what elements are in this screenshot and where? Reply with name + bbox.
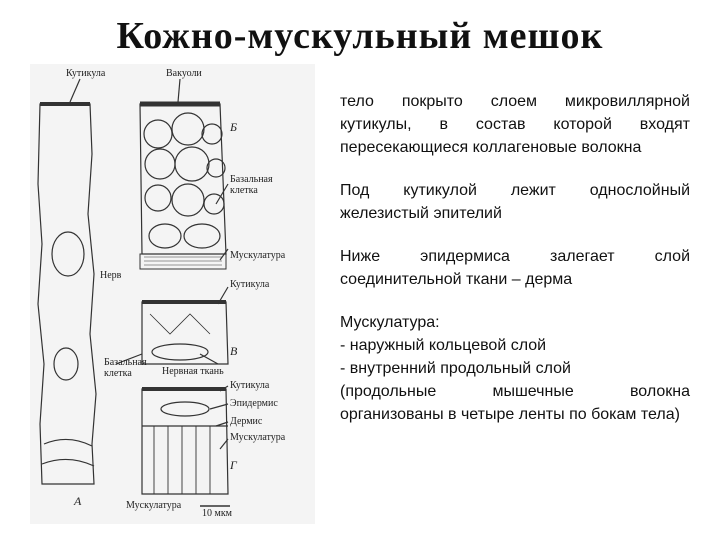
label-vacuoles: Вакуоли (166, 68, 202, 79)
label-g: Г (230, 458, 237, 472)
label-cuticle-mid: Кутикула (230, 279, 270, 290)
label-epidermis: Эпидермис (230, 398, 278, 409)
label-muscles-bottom: Мускулатура (126, 500, 182, 511)
label-cuticle-top: Кутикула (66, 68, 106, 79)
column-a-outline (38, 104, 96, 484)
label-nerve-tissue: Нервная ткань (162, 366, 224, 377)
label-dermis: Дермис (230, 416, 263, 427)
slide-title: Кожно-мускульный мешок (116, 15, 604, 57)
label-scale: 10 мкм (202, 508, 233, 519)
label-v: В (230, 344, 238, 358)
label-basal-cell-top-2: клетка (230, 185, 258, 196)
tissue-drawing (30, 64, 315, 524)
label-b: Б (230, 120, 238, 134)
label-basal-cell-top-1: Базальная (230, 174, 273, 185)
label-nerve: Нерв (100, 270, 122, 281)
body-text (340, 90, 690, 446)
label-muscles-low: Мускулатура (230, 432, 286, 443)
label-basal-cell-low-2: клетка (104, 368, 132, 379)
muscles-inner-layer: - внутренний продольный слой (340, 360, 571, 377)
label-cuticle-low: Кутикула (230, 380, 270, 391)
paragraph-epithelium: Под кутикулой лежит однослойный железистый эпителий (340, 182, 690, 222)
muscles-outer-layer: - наружный кольцевой слой (340, 337, 547, 354)
label-basal-cell-low-1: Базальная (104, 357, 147, 368)
paragraph-muscles (340, 311, 690, 426)
muscles-heading: Мускулатура: (340, 314, 440, 331)
paragraph-dermis: Ниже эпидермиса залегает слой соединительной ткани – дерма (340, 248, 690, 288)
label-a: А (74, 494, 82, 508)
label-muscles-mid: Мускулатура (230, 250, 286, 261)
paragraph-cuticle: тело покрыто слоем микровиллярной кутикулы, в состав которой входят пересекающиеся коллагеновые волокна (340, 93, 690, 156)
muscles-note: (продольные мышечные волокна организованы в четыре ленты по бокам тела) (340, 383, 690, 423)
histology-figure (30, 64, 315, 524)
